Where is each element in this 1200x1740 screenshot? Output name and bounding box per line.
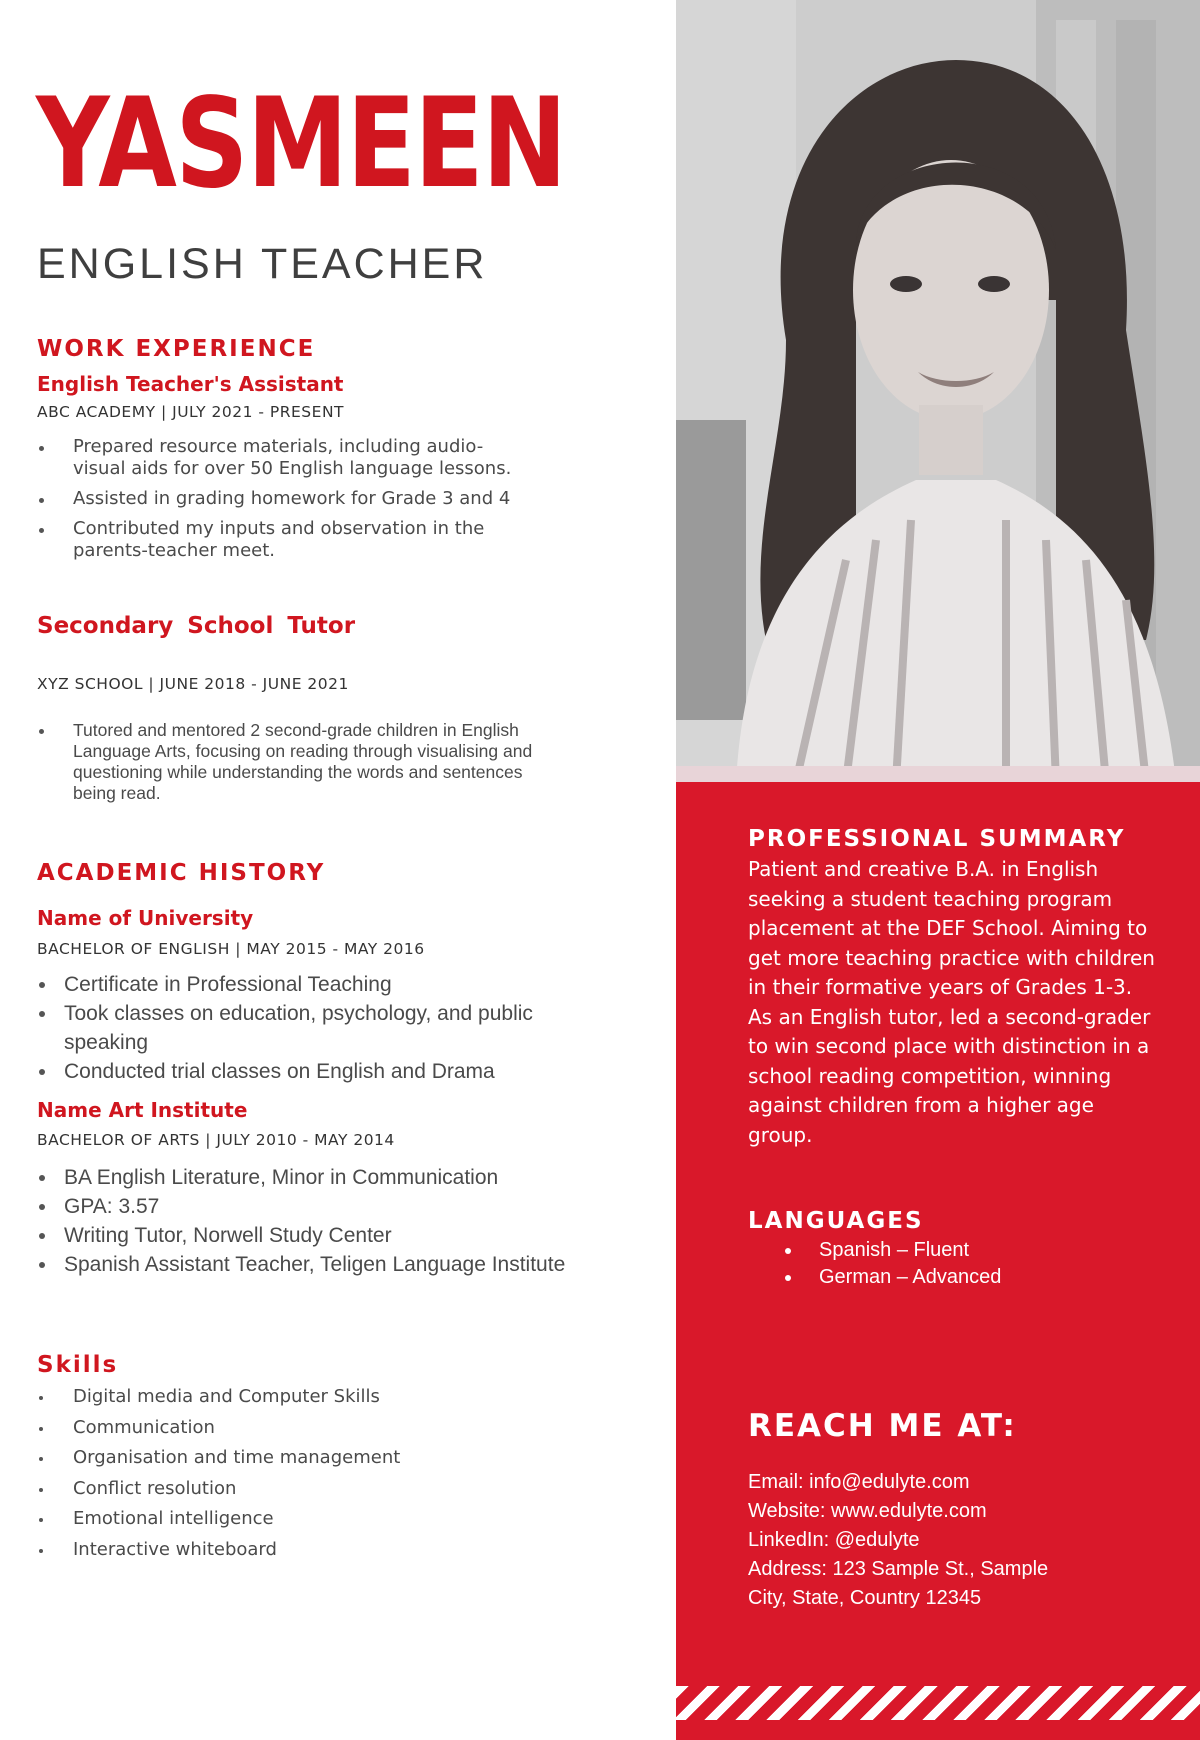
academic-history-heading: ACADEMIC HISTORY xyxy=(37,860,326,886)
contact-list xyxy=(748,1468,1048,1613)
academic-bullets-2 xyxy=(37,1163,637,1279)
list-item: Contributed my inputs and observation in the parents-teacher meet. xyxy=(37,518,533,562)
list-item: Conflict resolution xyxy=(37,1474,597,1505)
decorative-stripes xyxy=(676,1686,1200,1720)
academic-title-2: Name Art Institute xyxy=(37,1098,248,1122)
list-item: Prepared resource materials, including audio-visual aids for over 50 English language lessons. xyxy=(37,436,533,480)
contact-website: Website: www.edulyte.com xyxy=(748,1500,987,1522)
skills-heading: Skills xyxy=(37,1352,119,1378)
list-item: Certificate in Professional Teaching xyxy=(37,970,557,999)
portrait-illustration xyxy=(676,0,1200,782)
contact-heading: REACH ME AT: xyxy=(748,1408,1017,1444)
languages-heading: LANGUAGES xyxy=(748,1208,924,1234)
list-item: Spanish Assistant Teacher, Teligen Language Institute xyxy=(37,1250,637,1279)
list-item: Writing Tutor, Norwell Study Center xyxy=(37,1221,637,1250)
list-item: Digital media and Computer Skills xyxy=(37,1382,597,1413)
job-meta-2: XYZ SCHOOL | JUNE 2018 - JUNE 2021 xyxy=(37,675,349,693)
job-meta-1: ABC ACADEMY | JULY 2021 - PRESENT xyxy=(37,403,345,421)
languages-list xyxy=(783,1237,1001,1291)
contact-address-line-1: Address: 123 Sample St., Sample xyxy=(748,1558,1049,1580)
list-item: Assisted in grading homework for Grade 3 and 4 xyxy=(37,488,597,510)
list-item: Tutored and mentored 2 second-grade children in English Language Arts, focusing on reading through visualising and questioning while understanding the words and sentences being read. xyxy=(37,720,543,804)
skills-list xyxy=(37,1382,597,1565)
list-item: Spanish – Fluent xyxy=(783,1237,1001,1264)
job-title-2: Secondary School Tutor xyxy=(37,613,356,639)
academic-bullets-1 xyxy=(37,970,557,1086)
list-item: Communication xyxy=(37,1413,597,1444)
academic-meta-1: BACHELOR OF ENGLISH | MAY 2015 - MAY 2016 xyxy=(37,940,425,958)
work-experience-heading: WORK EXPERIENCE xyxy=(37,336,316,362)
job-bullets-2 xyxy=(37,720,543,804)
list-item: BA English Literature, Minor in Communication xyxy=(37,1163,637,1192)
candidate-name: YASMEEN xyxy=(36,72,566,216)
list-item: Emotional intelligence xyxy=(37,1504,597,1535)
contact-email: Email: info@edulyte.com xyxy=(748,1471,970,1493)
list-item: Conducted trial classes on English and Drama xyxy=(37,1057,557,1086)
contact-linkedin: LinkedIn: @edulyte xyxy=(748,1529,920,1551)
professional-summary-text: Patient and creative B.A. in English seeking a student teaching program placement at the DEF School. Aiming to get more teaching practice with children in their formative years of Grades 1-3. As an English tutor, led a second-grader to win second place with distinction in a school reading competition, winning against children from a higher age group. xyxy=(748,857,1155,1147)
academic-title-1: Name of University xyxy=(37,906,254,930)
academic-meta-2: BACHELOR OF ARTS | JULY 2010 - MAY 2014 xyxy=(37,1131,395,1149)
photo-divider xyxy=(676,766,1200,782)
list-item: Took classes on education, psychology, and public speaking xyxy=(37,999,557,1057)
list-item: Organisation and time management xyxy=(37,1443,597,1474)
profile-photo xyxy=(676,0,1200,782)
candidate-role: ENGLISH TEACHER xyxy=(37,240,488,288)
job-bullets-1 xyxy=(37,436,597,570)
professional-summary-heading: PROFESSIONAL SUMMARY xyxy=(748,826,1126,852)
right-column xyxy=(676,0,1200,1740)
contact-address-line-2: City, State, Country 12345 xyxy=(748,1587,982,1609)
job-title-1: English Teacher's Assistant xyxy=(37,372,344,396)
list-item: Interactive whiteboard xyxy=(37,1535,597,1566)
list-item: GPA: 3.57 xyxy=(37,1192,637,1221)
list-item: German – Advanced xyxy=(783,1264,1001,1291)
